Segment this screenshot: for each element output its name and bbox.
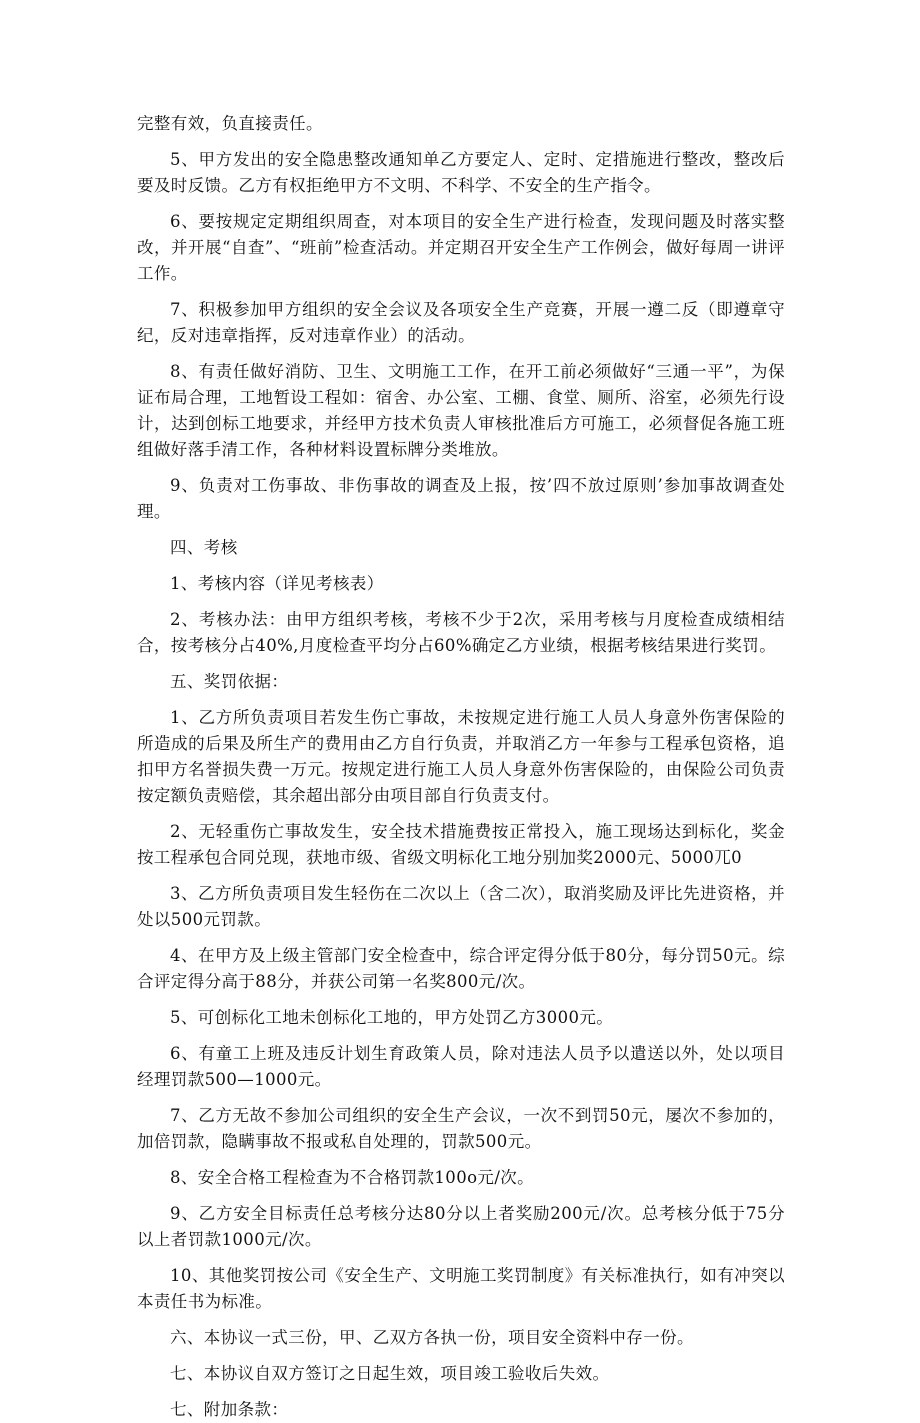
paragraph-assessment-2: 2、考核办法：由甲方组织考核，考核不少于2次，采用考核与月度检查成绩相结合，按考核分占40%,月度检查平均分占60%确定乙方业绩，根据考核结果进行奖罚。 <box>137 610 785 655</box>
paragraph-clause-5: 5、甲方发出的安全隐患整改通知单乙方要定人、定时、定措施进行整改，整改后要及时反馈。乙方有权拒绝甲方不文明、不科学、不安全的生产指令。 <box>137 150 785 195</box>
section-heading-rewards-penalties: 五、奖罚依据： <box>170 672 289 691</box>
paragraph-effective: 七、本协议自双方签订之日起生效，项目竣工验收后失效。 <box>170 1364 610 1383</box>
paragraph-reward-3: 3、乙方所负责项目发生轻伤在二次以上（含二次），取消奖励及评比先进资格，并处以500元罚款。 <box>137 884 785 929</box>
paragraph-clause-6: 6、要按规定定期组织周查，对本项目的安全生产进行检查，发现问题及时落实整改，并开展“自查”、“班前”检查活动。并定期召开安全生产工作例会，做好每周一讲评工作。 <box>137 212 785 283</box>
paragraph-reward-4: 4、在甲方及上级主管部门安全检查中，综合评定得分低于80分，每分罚50元。综合评定得分高于88分，并获公司第一名奖800元/次。 <box>137 946 785 991</box>
paragraph-reward-7: 7、乙方无故不参加公司组织的安全生产会议，一次不到罚50元，屡次不参加的，加倍罚款，隐瞒事故不报或私自处理的，罚款500元。 <box>137 1106 785 1151</box>
paragraph-reward-6: 6、有童工上班及违反计划生育政策人员，除对违法人员予以遣送以外，处以项目经理罚款500—1000元。 <box>137 1044 785 1089</box>
paragraph-assessment-1: 1、考核内容（详见考核表） <box>170 574 384 593</box>
paragraph-reward-10: 10、其他奖罚按公司《安全生产、文明施工奖罚制度》有关标准执行，如有冲突以本责任书为标准。 <box>137 1266 785 1311</box>
paragraph-reward-2: 2、无轻重伤亡事故发生，安全技术措施费按正常投入，施工现场达到标化，奖金按工程承包合同兑现，获地市级、省级文明标化工地分别加奖2000元、5000兀0 <box>137 822 785 867</box>
paragraph-reward-5: 5、可创标化工地未创标化工地的，甲方处罚乙方3000元。 <box>170 1008 614 1027</box>
paragraph-reward-1: 1、乙方所负责项目若发生伤亡事故，未按规定进行施工人员人身意外伤害保险的所造成的后果及所生产的费用由乙方自行负责，并取消乙方一年参与工程承包资格，追扣甲方名誉损失费一万元。按规定进行施工人员人身意外伤害保险的，由保险公司负责按定额负责赔偿，其余超出部分由项目部自行负责支付。 <box>137 708 785 805</box>
document-body <box>137 111 785 1423</box>
paragraph-reward-8: 8、安全合格工程检查为不合格罚款100o元/次。 <box>170 1168 535 1187</box>
paragraph-copies: 六、本协议一式三份，甲、乙双方各执一份，项目安全资料中存一份。 <box>170 1328 694 1347</box>
paragraph-continuation: 完整有效，负直接责任。 <box>137 114 323 133</box>
paragraph-additional-terms: 七、附加条款： <box>170 1400 289 1419</box>
section-heading-assessment: 四、考核 <box>170 538 238 557</box>
paragraph-clause-7: 7、积极参加甲方组织的安全会议及各项安全生产竞赛，开展一遵二反（即遵章守纪，反对违章指挥，反对违章作业）的活动。 <box>137 300 785 345</box>
paragraph-clause-8: 8、有责任做好消防、卫生、文明施工工作，在开工前必须做好“三通一平”，为保证布局合理，工地暂设工程如：宿舍、办公室、工棚、食堂、厕所、浴室，必须先行设计，达到创标工地要求，并经甲方技术负责人审核批准后方可施工，必须督促各施工班组做好落手清工作，各种材料设置标牌分类堆放。 <box>137 362 785 459</box>
paragraph-clause-9: 9、负责对工伤事故、非伤事故的调查及上报，按’四不放过原则’参加事故调查处理。 <box>137 476 785 521</box>
paragraph-reward-9: 9、乙方安全目标责任总考核分达80分以上者奖励200元/次。总考核分低于75分以上者罚款1000元/次。 <box>137 1204 785 1249</box>
